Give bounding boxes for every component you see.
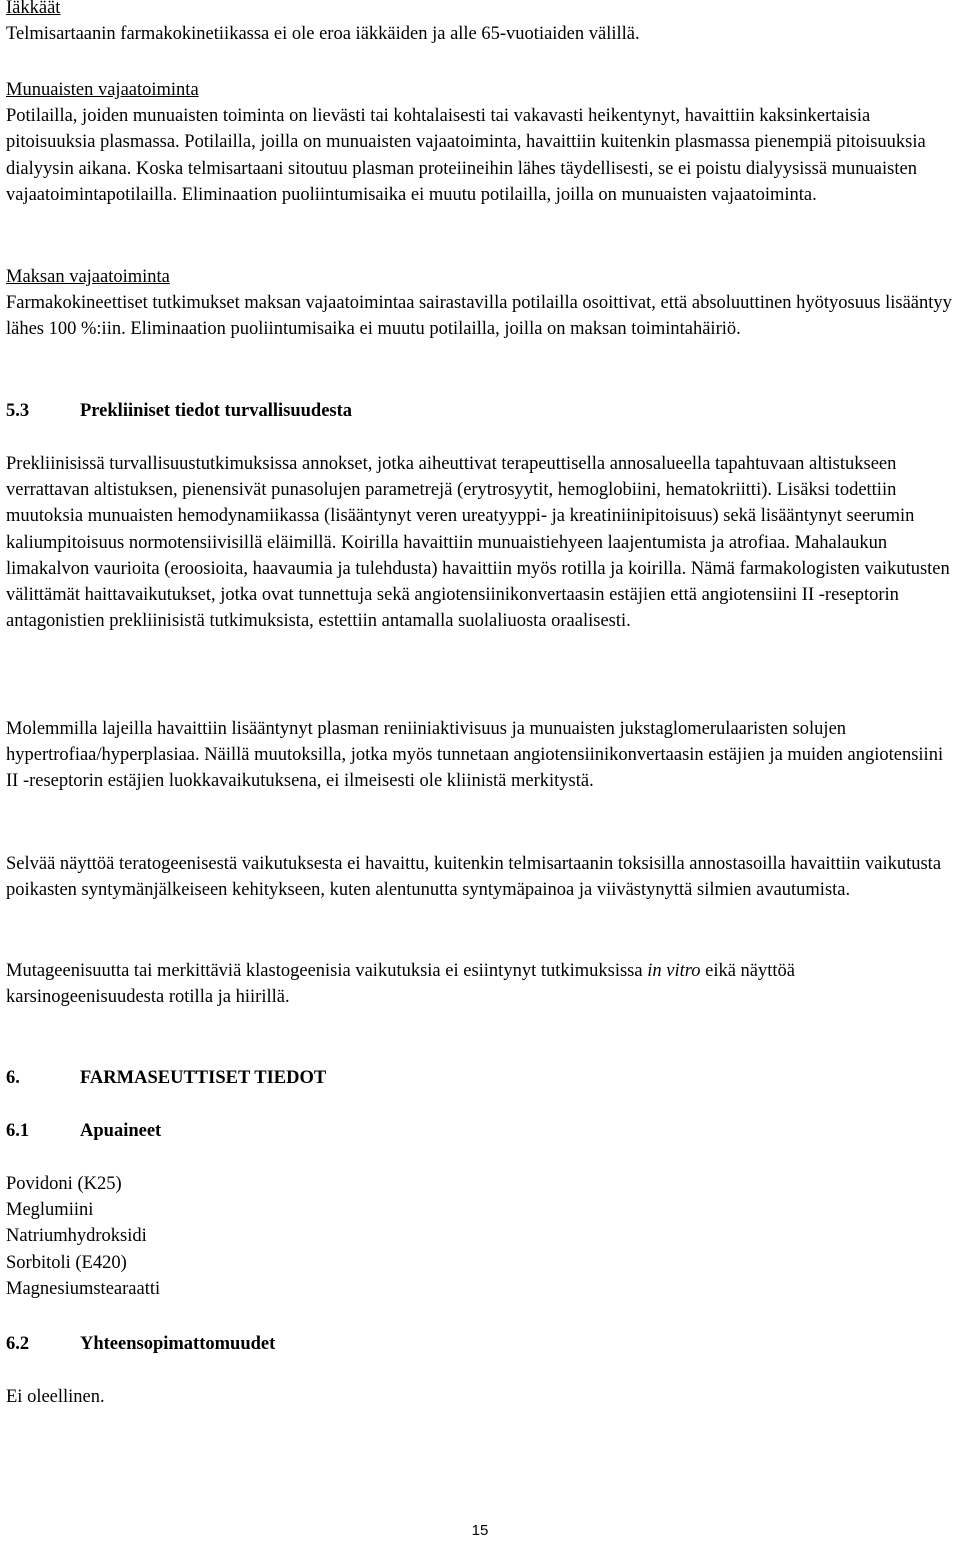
p4-italic-term: in vitro — [647, 961, 701, 981]
elderly-section — [6, 0, 956, 47]
renal-section — [6, 77, 956, 208]
section-6-2-heading — [6, 1331, 275, 1357]
section-6-1-heading — [6, 1118, 161, 1144]
section-6-2-title: Yhteensopimattomuudet — [80, 1334, 276, 1354]
list-item: Meglumiini — [6, 1200, 94, 1221]
section-6-number: 6. — [6, 1068, 20, 1088]
preclinical-paragraph-3: Selvää näyttöä teratogeenisestä vaikutuksesta ei havaittu, kuitenkin telmisartaanin toksisilla annostasoilla havaittiin vaikutusta poikasten syntymänjälkeiseen kehitykseen, kuten alentunutta syntymäpainoa ja viivästynyttä silmien avautumista. — [6, 854, 942, 901]
renal-text: Potilailla, joiden munuaisten toiminta on lievästi tai kohtalaisesti tai vakavasti heikentynyt, havaittiin kaksinkertaisia pitoisuuksia plasmassa. Potilailla, joilla on munuaisten vajaatoiminta, havaittiin kuitenkin plasmassa pienempiä pitoisuuksia dialyysin aikana. Koska telmisartaani sitoutuu plasman proteiineihin lähes täydellisesti, se ei poistu dialyysissä munuaisten vajaatoimintapotilailla. Eliminaation puoliintumisaika ei muutu potilailla, joilla on munuaisten vajaatoiminta. — [6, 106, 926, 205]
list-item: Povidoni (K25) — [6, 1174, 122, 1194]
hepatic-heading: Maksan vajaatoiminta — [6, 267, 170, 287]
list-item: Sorbitoli (E420) — [6, 1252, 127, 1273]
p4-text-after: eikä näyttöä karsinogeenisuudesta rotilla ja hiirillä. — [6, 961, 796, 1008]
hepatic-section — [6, 264, 956, 343]
section-6-1-number: 6.1 — [6, 1121, 30, 1141]
section-6-title: FARMASEUTTISET TIEDOT — [80, 1068, 327, 1088]
incompatibilities-text: Ei oleellinen. — [6, 1387, 105, 1407]
elderly-heading: Iäkkäät — [6, 0, 61, 18]
preclinical-paragraph-1: Prekliinisissä turvallisuustutkimuksissa annokset, jotka aiheuttivat terapeuttisella annosalueella tapahtuvaan altistukseen verrattavan altistuksen, pienensivät punasolujen parametrejä (erytrosyytit, hemoglobiini, hematokriitti). Lisäksi todettiin muutoksia munuaisten hemodynamiikassa (lisääntynyt veren ureatyyppi- ja kreatiniinipitoisuus) sekä lisääntynyt seerumin kaliumpitoisuus normotensiivisillä eläimillä. Koirilla havaittiin munuaistiehyeen laajentumista ja atrofiaa. Mahalaukun limakalvon vaurioita (eroosioita, haavaumia ja tulehdusta) havaittiin myös rotilla ja koirilla. Nämä farmakologisten vaikutusten välittämät haittavaikutukset, jotka ovat tunnettuja sekä angiotensiinikonvertaasin estäjien että angiotensiini II -reseptorin antagonistien prekliinisistä tutkimuksista, estettiin antamalla suolaliuosta oraalisesti. — [6, 454, 950, 632]
section-5-3-number: 5.3 — [6, 401, 30, 421]
renal-heading: Munuaisten vajaatoiminta — [6, 80, 199, 100]
preclinical-paragraph-4 — [6, 958, 956, 1010]
section-5-3-title: Prekliiniset tiedot turvallisuudesta — [80, 401, 353, 421]
section-5-3-heading — [6, 398, 352, 424]
p4-text-before: Mutageenisuutta tai merkittäviä klastogeenisia vaikutuksia ei esiintynyt tutkimuksissa — [6, 961, 648, 981]
preclinical-paragraph-2: Molemmilla lajeilla havaittiin lisääntynyt plasman reniiniaktivisuus ja munuaisten jukstaglomerulaaristen solujen hypertrofiaa/hyperplasiaa. Näillä muutoksilla, jotka myös tunnetaan angiotensiinikonvertaasin estäjien ja muiden angiotensiini II -reseptorin estäjien luokkavaikutuksena, ei ilmeisesti ole kliinistä merkitystä. — [6, 719, 944, 792]
section-6-heading — [6, 1065, 326, 1091]
page-number: 15 — [471, 1522, 489, 1539]
hepatic-text: Farmakokineettiset tutkimukset maksan vajaatoimintaa sairastavilla potilailla osoittivat, että absoluuttinen hyötyosuus lisääntyy lähes 100 %:iin. Eliminaation puoliintumisaika ei muutu potilailla, joilla on maksan toimintahäiriö. — [6, 293, 952, 340]
elderly-text: Telmisartaanin farmakokinetiikassa ei ole eroa iäkkäiden ja alle 65-vuotiaiden välillä. — [6, 24, 640, 45]
section-6-1-title: Apuaineet — [80, 1121, 162, 1141]
list-item: Magnesiumstearaatti — [6, 1278, 161, 1299]
list-item: Natriumhydroksidi — [6, 1226, 147, 1247]
excipients-list — [6, 1171, 956, 1302]
section-6-2-number: 6.2 — [6, 1334, 30, 1354]
